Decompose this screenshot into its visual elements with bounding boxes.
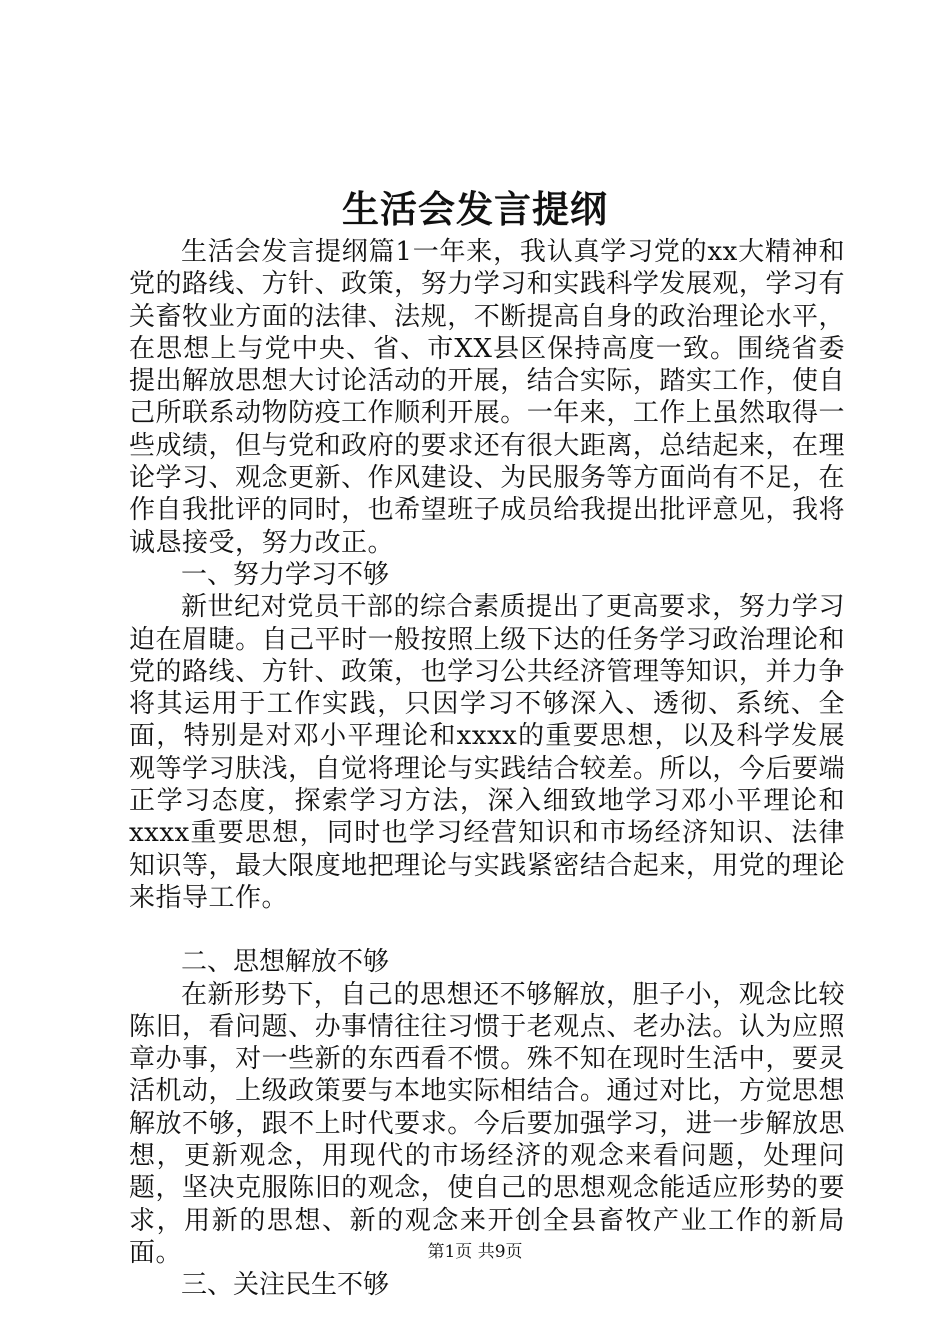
- page-footer: 第1页 共9页: [427, 1242, 523, 1262]
- document-title: 生活会发言提纲: [342, 187, 608, 231]
- section-heading-2: 二、思想解放不够: [181, 947, 390, 978]
- section-paragraph-1: 新世纪对党员干部的综合素质提出了更高要求，努力学习迫在眉睫。自己平时一般按照上级下达的任务学习政治理论和党的路线、方针、政策，也学习公共经济管理等知识，并力争将其运用于工作实践，只因学习不够深入、透彻、系统、全面，特别是对邓小平理论和xxxx的重要思想，以及科学发展观等学习肤浅，自觉将理论与实践结合较差。所以，今后要端正学习态度，探索学习方法，深入细致地学习邓小平理论和xxxx重要思想，同时也学习经营知识和市场经济知识、法律知识等，最大限度地把理论与实践紧密结合起来，用党的理论来指导工作。: [129, 592, 845, 913]
- intro-paragraph: 生活会发言提纲篇1一年来，我认真学习党的xx大精神和党的路线、方针、政策，努力学习和实践科学发展观，学习有关畜牧业方面的法律、法规，不断提高自身的政治理论水平，在思想上与党中央、省、市XX县区保持高度一致。围绕省委提出解放思想大讨论活动的开展，结合实际，踏实工作，使自己所联系动物防疫工作顺利开展。一年来，工作上虽然取得一些成绩，但与党和政府的要求还有很大距离，总结起来，在理论学习、观念更新、作风建设、为民服务等方面尚有不足，在作自我批评的同时，也希望班子成员给我提出批评意见，我将诚恳接受，努力改正。: [129, 237, 845, 558]
- document-body: [129, 236, 845, 1302]
- paragraph-spacer: [129, 914, 845, 946]
- section-heading-3: 三、关注民生不够: [181, 1270, 390, 1301]
- section-paragraph-2: 在新形势下，自己的思想还不够解放，胆子小，观念比较陈旧，看问题、办事情往往习惯于老观点、老办法。认为应照章办事，对一些新的东西看不惯。殊不知在现时生活中，要灵活机动，上级政策要与本地实际相结合。通过对比，方觉思想解放不够，跟不上时代要求。今后要加强学习，进一步解放思想，更新观念，用现代的市场经济的观念来看问题，处理问题，坚决克服陈旧的观念，使自己的思想观念能适应形势的要求，用新的思想、新的观念来开创全县畜牧产业工作的新局面。: [129, 979, 845, 1268]
- section-heading-1: 一、努力学习不够: [181, 559, 390, 590]
